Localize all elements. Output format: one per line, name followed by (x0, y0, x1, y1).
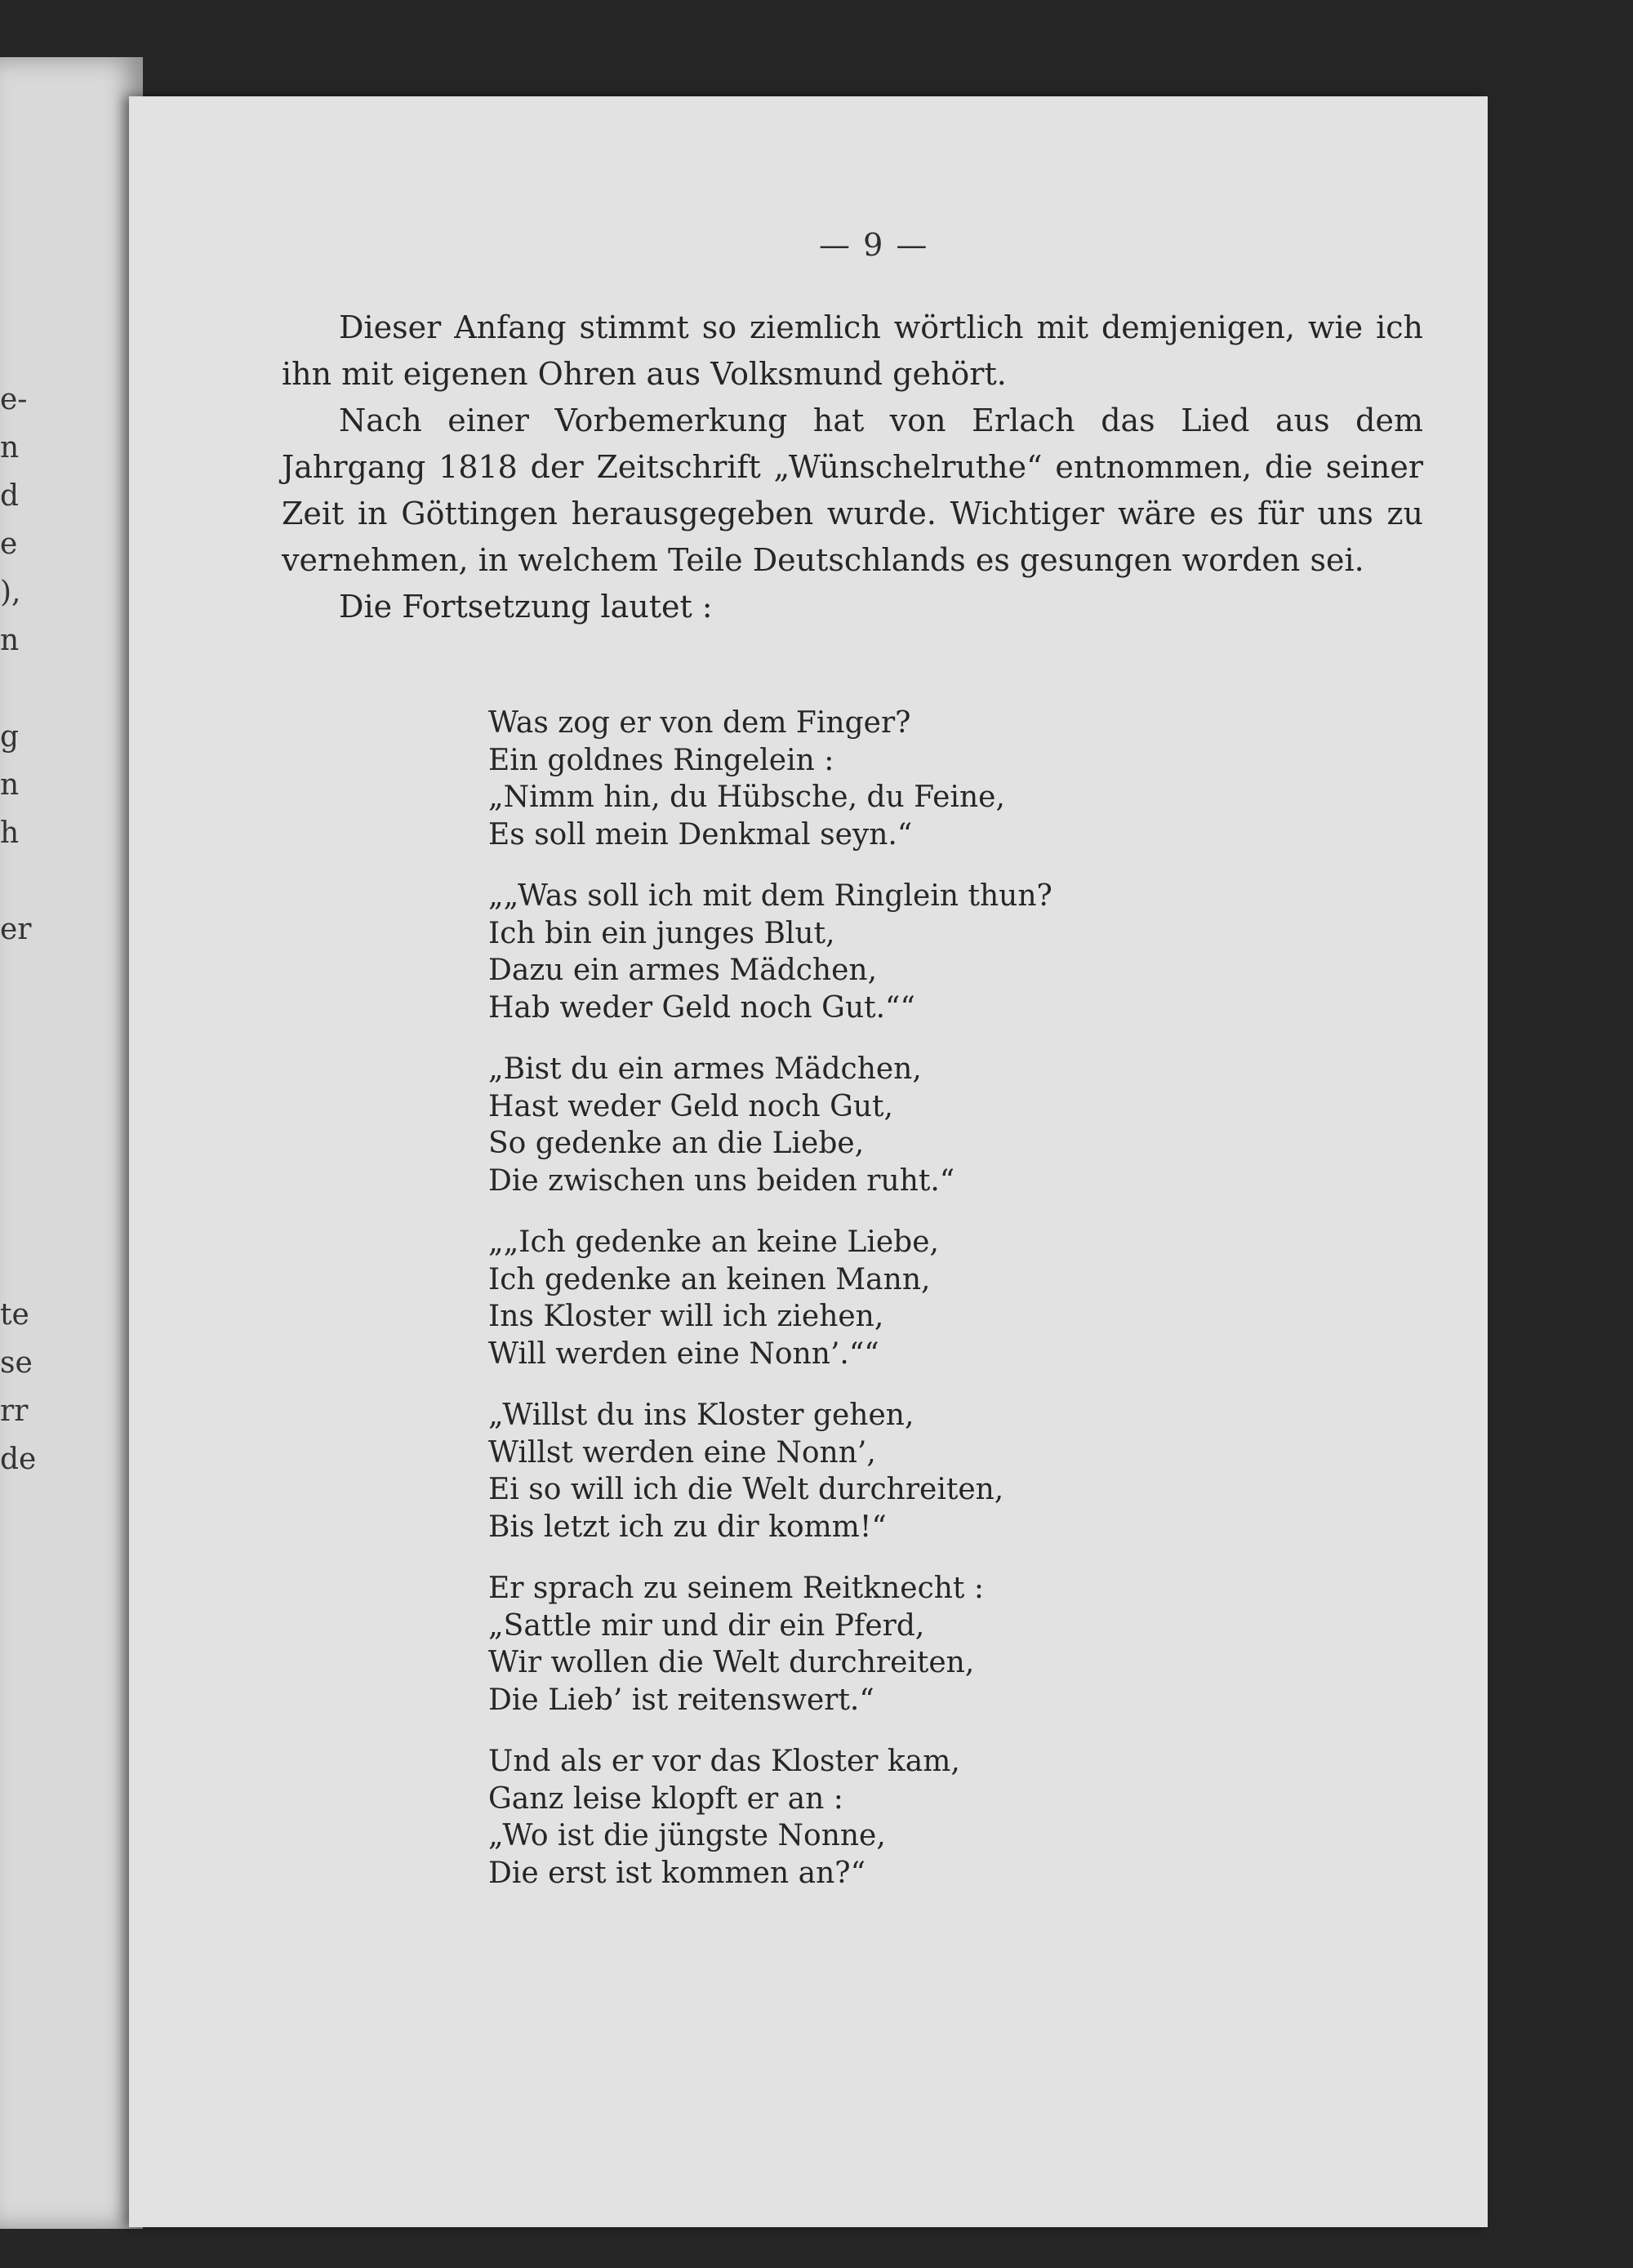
verse-line: Willst werden eine Nonn’, (488, 1435, 876, 1470)
verse-line: Ich gedenke an keinen Mann, (488, 1262, 931, 1296)
prev-fragment: g (0, 720, 20, 754)
prev-fragment (0, 1050, 49, 1098)
prev-fragment (0, 954, 49, 1002)
prev-fragment (0, 1194, 49, 1243)
prev-fragment (0, 1146, 49, 1194)
prev-fragment (0, 1243, 49, 1291)
paragraph: Nach einer Vorbemerkung hat von Erlach das Lied aus dem Jahrgang 1818 der Zeitschrift „Wünschelruthe“ entnommen, die seiner Zeit in Göttingen herausgegeben wurde. Wichtiger wäre es für uns zu vernehmen, in welchem Teile Deutschlands es gesungen worden sei. (282, 402, 1423, 578)
verse-line: Die Lieb’ ist reitenswert.“ (488, 1683, 874, 1717)
stanza (488, 1397, 1052, 1545)
paragraph: Dieser Anfang stimmt so ziemlich wörtlich mit demjenigen, wie ich ihn mit eigenen Ohren aus Volksmund gehört. (282, 309, 1423, 392)
prev-fragment: d (0, 479, 20, 513)
verse-line: So gedenke an die Liebe, (488, 1127, 865, 1160)
verse-line: „Sattle mir und dir ein Pferd, (488, 1608, 925, 1643)
verse-line: „Wo ist die jüngste Nonne, (488, 1819, 886, 1852)
stanza (488, 1570, 1052, 1719)
prev-fragment: e (0, 527, 18, 561)
verse-line: Die zwischen uns beiden ruht.“ (488, 1163, 955, 1198)
verse-line: „„Ich gedenke an keine Liebe, (488, 1225, 939, 1259)
page-number: — 9 — (819, 227, 929, 263)
prev-fragment: er (0, 913, 32, 946)
verse-line: Will werden eine Nonn’.““ (488, 1336, 879, 1371)
prev-fragment: se (0, 1346, 33, 1380)
prev-fragment: rr (0, 1394, 29, 1428)
paragraph: Die Fortsetzung lautet : (339, 589, 713, 625)
prev-fragment: ), (0, 576, 21, 609)
prev-fragment: n (0, 768, 20, 802)
verse-line: „„Was soll ich mit dem Ringlein thun? (488, 879, 1052, 913)
verse-line: Es soll mein Denkmal seyn.“ (488, 817, 913, 852)
previous-page-edge (0, 57, 143, 2229)
prev-fragment: h (0, 816, 20, 850)
verse-line: Ich bin ein junges Blut, (488, 916, 835, 950)
prev-fragment (0, 857, 49, 905)
prose-block (282, 305, 1423, 630)
verse-line: Dazu ein armes Mädchen, (488, 954, 878, 987)
prev-fragment: n (0, 624, 20, 657)
verse-line: Die erst ist kommen an?“ (488, 1856, 865, 1890)
verse-line: Ins Kloster will ich ziehen, (488, 1300, 884, 1333)
book-page (129, 96, 1488, 2227)
stanza (488, 878, 1052, 1026)
prev-fragment (0, 1098, 49, 1146)
verse-line: „Willst du ins Kloster gehen, (488, 1399, 914, 1432)
prev-fragment: e- (0, 383, 28, 416)
prev-fragment (0, 1002, 49, 1050)
prev-fragment: te (0, 1298, 29, 1332)
verse-line: „Bist du ein armes Mädchen, (488, 1052, 922, 1086)
verse-line: Hast weder Geld noch Gut, (488, 1089, 893, 1123)
verse-line: „Nimm hin, du Hübsche, du Feine, (488, 780, 1005, 814)
verse-line: Er sprach zu seinem Reitknecht : (488, 1572, 984, 1605)
verse-line: Ein goldnes Ringelein : (488, 743, 834, 777)
previous-page-line-ends (0, 376, 49, 1483)
poem (488, 705, 1052, 1916)
verse-line: Wir wollen die Welt durchreiten, (488, 1646, 975, 1679)
verse-line: Ei so will ich die Welt durchreiten, (488, 1473, 1004, 1506)
stanza (488, 1224, 1052, 1372)
stanza (488, 1743, 1052, 1892)
prev-fragment (0, 665, 49, 713)
verse-line: Und als er vor das Kloster kam, (488, 1745, 960, 1778)
verse-line: Ganz leise klopft er an : (488, 1781, 843, 1816)
verse-line: Hab weder Geld noch Gut.““ (488, 990, 915, 1025)
prev-fragment: n (0, 431, 20, 465)
stanza (488, 1051, 1052, 1199)
verse-line: Was zog er von dem Finger? (488, 706, 911, 740)
prev-fragment: de (0, 1443, 37, 1476)
verse-line: Bis letzt ich zu dir komm!“ (488, 1510, 887, 1544)
stanza (488, 705, 1052, 853)
